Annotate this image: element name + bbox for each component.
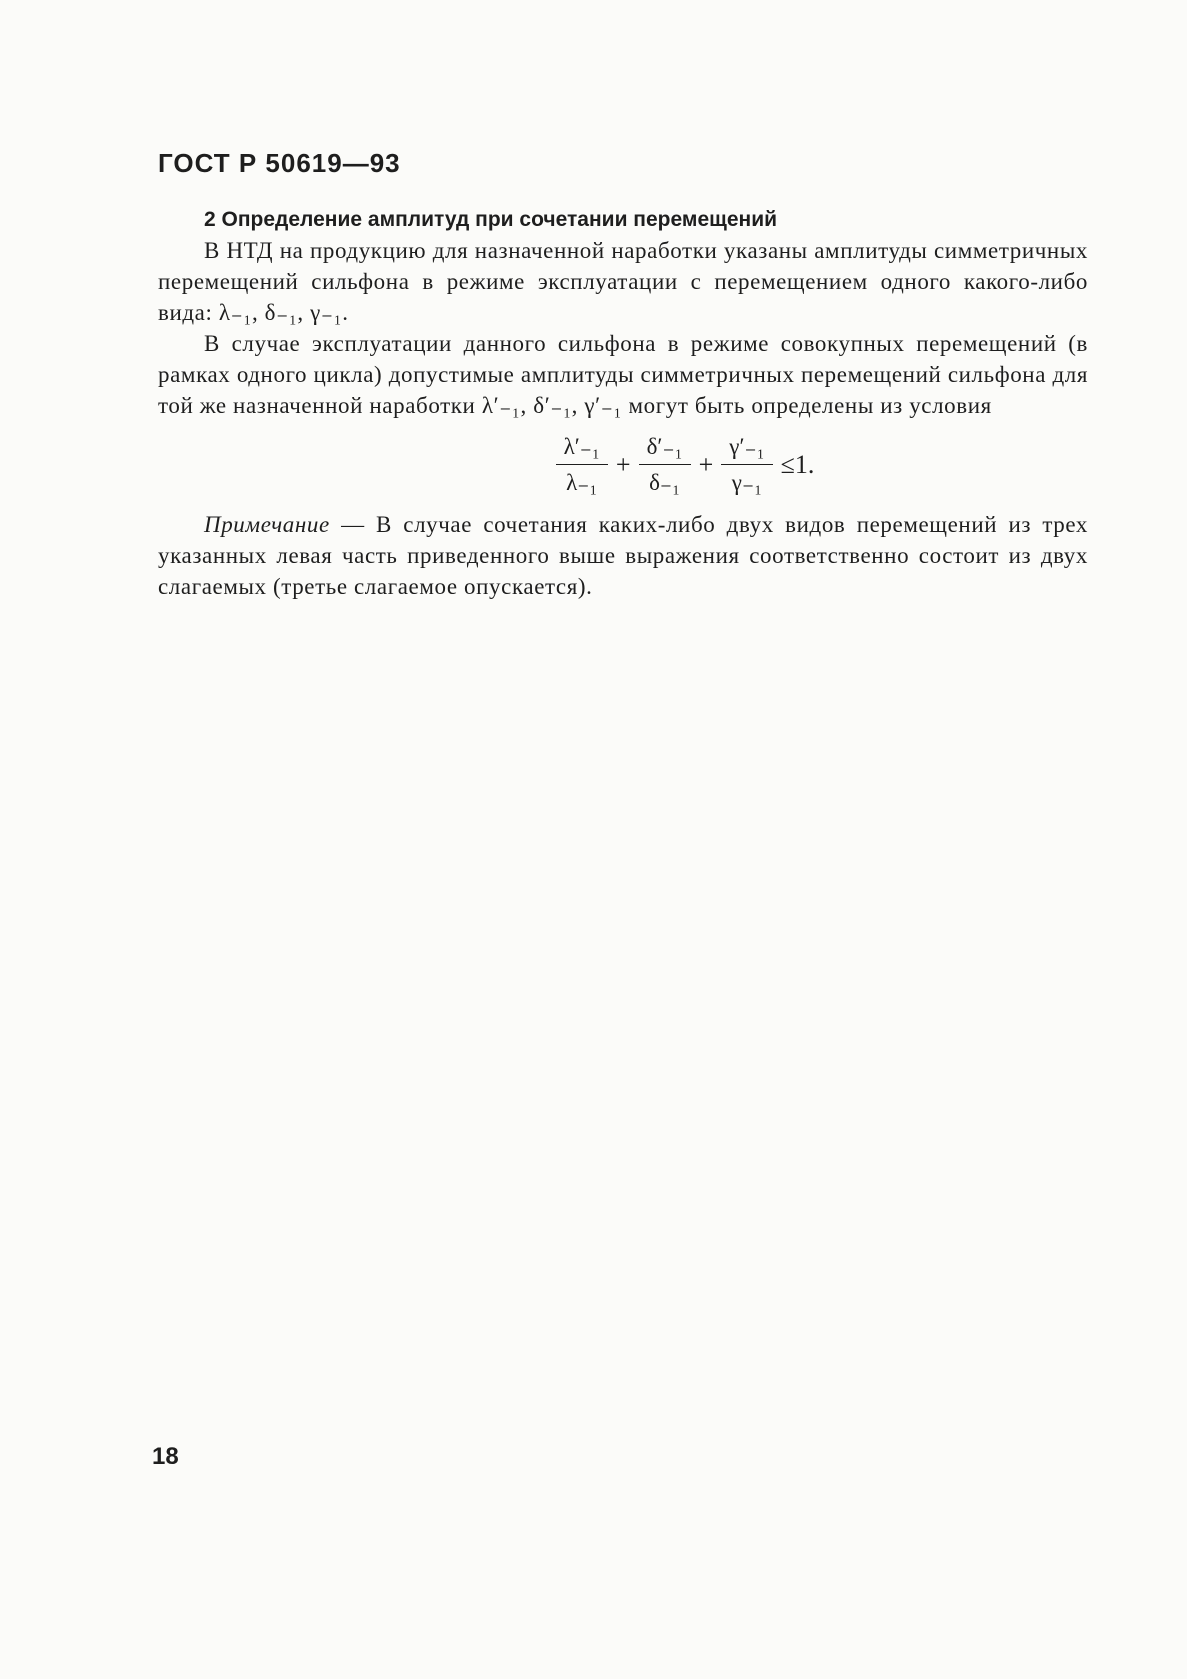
- fraction-numerator: δ′₋₁: [639, 431, 691, 465]
- amplitude-symbols: λ₋₁, δ₋₁, γ₋₁.: [218, 300, 349, 325]
- paragraph-ntd-text: В НТД на продукцию для назначенной наработки указаны амплитуды симметричных перемещений сильфона в режиме эксплуатации с перемещением одного какого-либо вида:: [158, 238, 1088, 325]
- paragraph-combined-text: В случае эксплуатации данного сильфона в режиме совокупных перемещений (в рамках одного цикла) допустимые амплитуды симметричных перемещений сильфона для той же назначенной наработки: [158, 331, 1088, 418]
- amplitude-condition-formula: [158, 425, 1088, 503]
- paragraph-combined-tail: могут быть определены из условия: [622, 393, 992, 418]
- formula-relation: ≤1.: [780, 449, 815, 479]
- fraction-lambda: [552, 431, 612, 498]
- page-content: [158, 204, 1088, 602]
- paragraph-ntd: [158, 235, 1088, 328]
- fraction-delta: [635, 431, 695, 498]
- plus-operator: +: [698, 449, 714, 479]
- note-paragraph: [158, 509, 1088, 602]
- fraction-denominator: δ₋₁: [649, 469, 681, 495]
- combined-amplitude-symbols: λ′₋₁, δ′₋₁, γ′₋₁: [481, 393, 623, 418]
- plus-operator: +: [615, 449, 631, 479]
- fraction-denominator: λ₋₁: [566, 469, 598, 495]
- page-number: 18: [152, 1443, 179, 1470]
- note-text: — В случае сочетания каких-либо двух видов перемещений из трех указанных левая часть приведенного выше выражения соответственно состоит из двух слагаемых (третье слагаемое опускается).: [158, 512, 1088, 599]
- fraction-numerator: γ′₋₁: [721, 431, 772, 465]
- fraction-numerator: λ′₋₁: [556, 431, 608, 465]
- fraction-denominator: γ₋₁: [731, 469, 763, 495]
- fraction-gamma: [717, 431, 776, 498]
- document-code: ГОСТ Р 50619—93: [158, 148, 401, 178]
- paragraph-combined: [158, 328, 1088, 421]
- section-heading: 2 Определение амплитуд при сочетании перемещений: [204, 208, 778, 231]
- note-label: Примечание: [204, 512, 330, 537]
